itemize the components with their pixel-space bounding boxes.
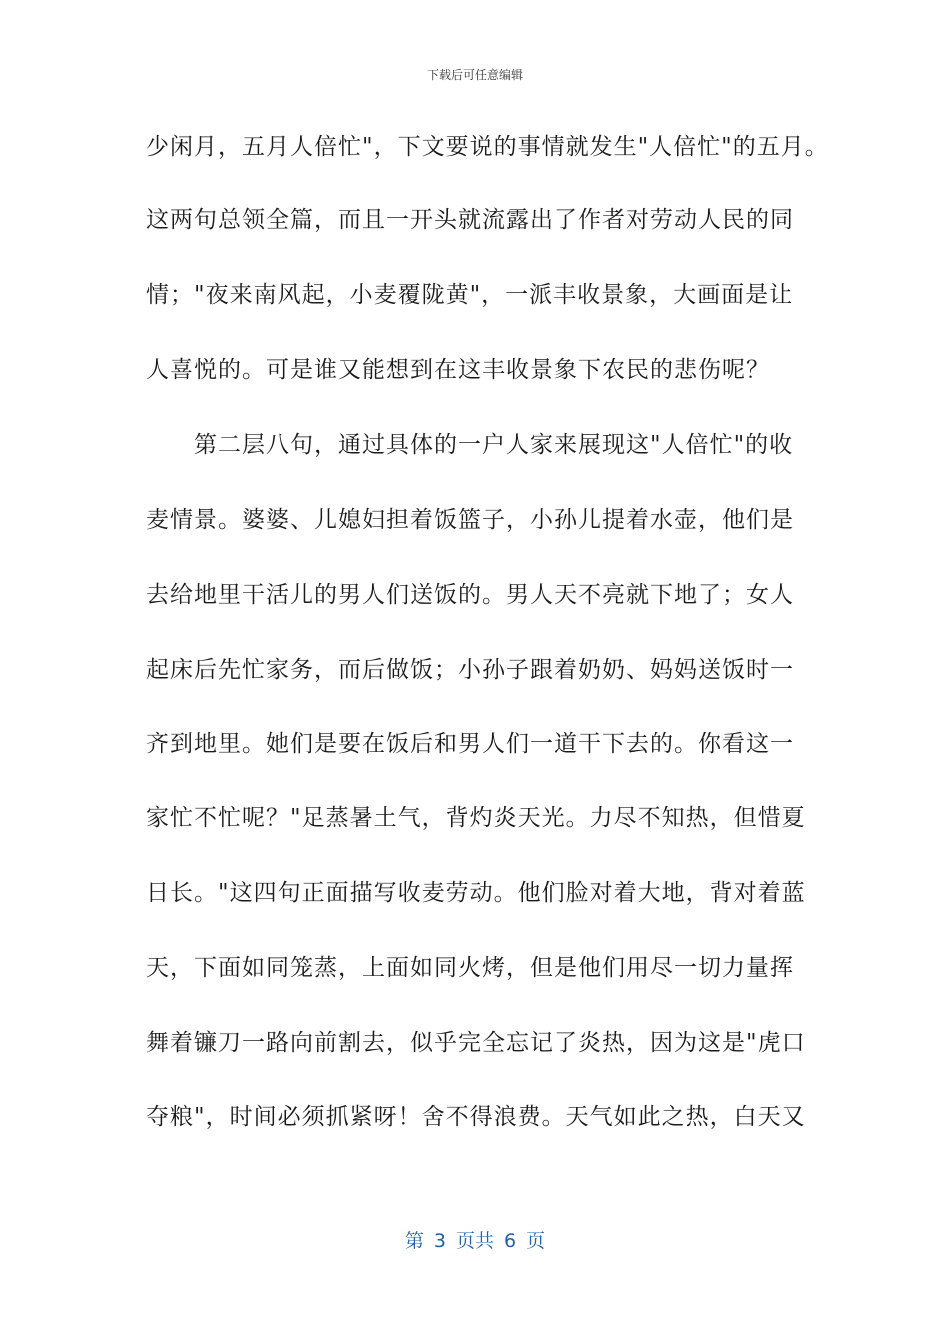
paragraph-start-line: 第二层八句，通过具体的一户人家来展现这"人倍忙"的收 [194, 432, 794, 458]
text-line: 麦情景。婆婆、儿媳妇担着饭篮子，小孙儿提着水壶，他们是 [146, 507, 794, 533]
text-line: 夺粮"，时间必须抓紧呀！舍不得浪费。天气如此之热，白天又 [146, 1104, 806, 1130]
text-line: 情；"夜来南风起，小麦覆陇黄"，一派丰收景象，大画面是让 [146, 282, 794, 308]
text-line: 人喜悦的。可是谁又能想到在这丰收景象下农民的悲伤呢？ [146, 357, 770, 383]
text-line: 家忙不忙呢？"足蒸暑土气，背灼炎天光。力尽不知热，但惜夏 [146, 805, 806, 831]
text-line: 日长。"这四句正面描写收麦劳动。他们脸对着大地，背对着蓝 [146, 880, 806, 906]
page-footer: 第 3 页共 6 页 [404, 1230, 546, 1252]
text-line: 舞着镰刀一路向前割去，似乎完全忘记了炎热，因为这是"虎口 [146, 1030, 806, 1056]
text-line: 天，下面如同笼蒸，上面如同火烤，但是他们用尽一切力量挥 [146, 955, 794, 981]
text-line: 去给地里干活儿的男人们送饭的。男人天不亮就下地了；女人 [146, 582, 794, 608]
text-line: 这两句总领全篇，而且一开头就流露出了作者对劳动人民的同 [146, 207, 794, 233]
text-line: 起床后先忙家务，而后做饭；小孙子跟着奶奶、妈妈送饭时一 [146, 657, 794, 683]
page-header: 下载后可任意编辑 [426, 68, 523, 82]
text-line: 齐到地里。她们是要在饭后和男人们一道干下去的。你看这一 [146, 731, 794, 757]
text-line: 少闲月，五月人倍忙"，下文要说的事情就发生"人倍忙"的五月。 [146, 134, 829, 160]
